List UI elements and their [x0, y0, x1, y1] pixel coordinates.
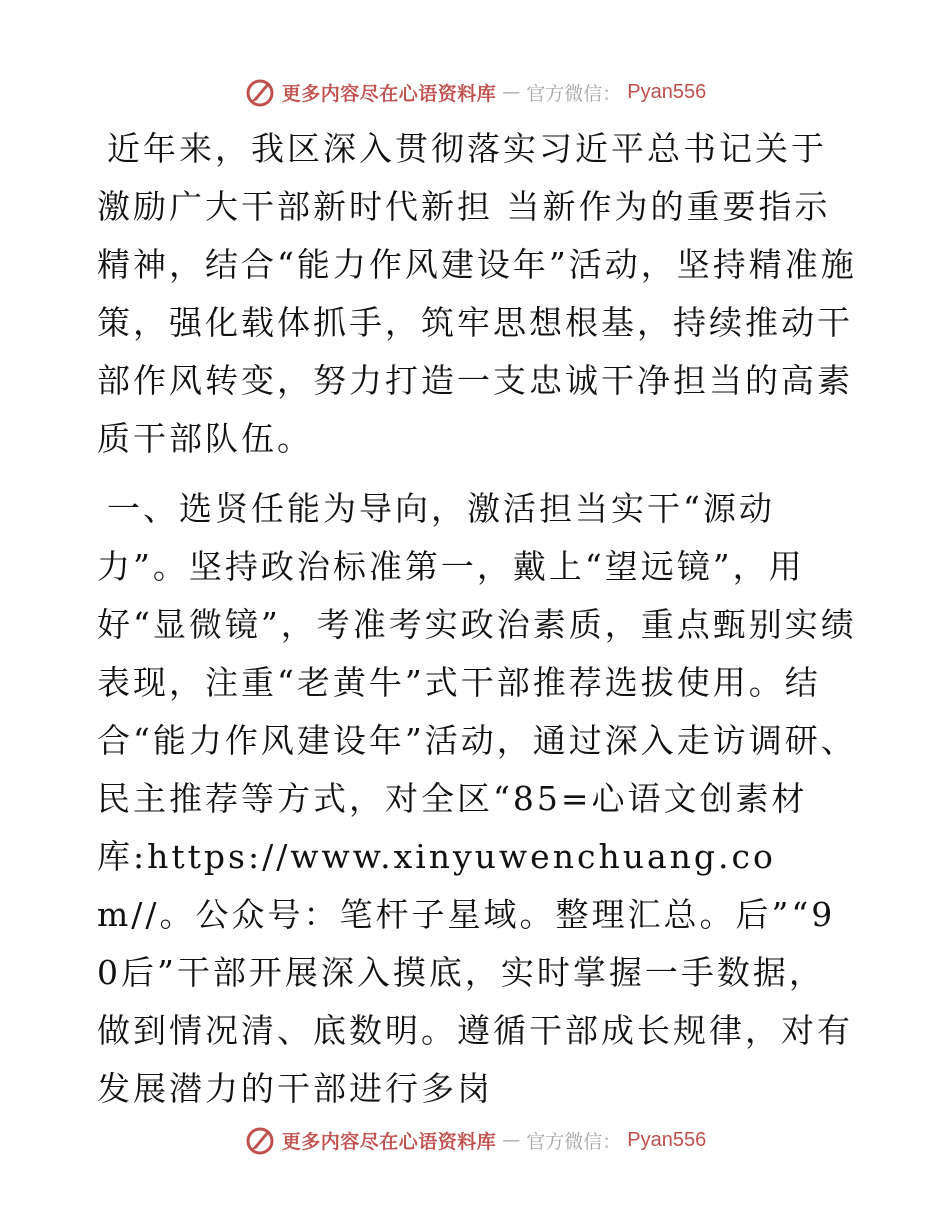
quill-pen-logo-icon [244, 76, 276, 108]
footer-banner [0, 1120, 950, 1160]
paragraph-section-one: 一、选贤任能为导向，激活担当实干“源动力”。坚持政治标准第一，戴上“望远镜”，用好“显微镜”，考准考实政治素质，重点甄别实绩表现，注重“老黄牛”式干部推荐选拔使用。结合“能力作风建设年”活动，通过深入走访调研、民主推荐等方式，对全区“85=心语文创素材库:https://www.xinyuwenchuang.com//。公众号：笔杆子星域。整理汇总。后”“90后”干部开展深入摸底，实时掌握一手数据，做到情况清、底数明。遵循干部成长规律，对有发展潜力的干部进行多岗 [97, 489, 857, 1108]
quill-pen-logo-icon [244, 1124, 276, 1156]
header-wechat-id: Pyan556 [627, 80, 707, 103]
header-wechat-label: 官方微信： [526, 82, 622, 105]
footer-brand-text: 更多内容尽在心语资料库 [281, 1130, 497, 1153]
footer-wechat-id: Pyan556 [627, 1128, 707, 1151]
header-brand-text: 更多内容尽在心语资料库 [281, 82, 497, 105]
footer-wechat-label: 官方微信： [526, 1130, 622, 1153]
header-separator: — [502, 81, 521, 103]
paragraph-intro: 近年来，我区深入贯彻落实习近平总书记关于激励广大干部新时代新担 当新作为的重要指示精神，结合“能力作风建设年”活动，坚持精准施策，强化载体抓手，筑牢思想根基，持续推动干部作风转变，努力打造一支忠诚干净担当的高素质干部队伍。 [97, 129, 857, 458]
footer-separator: — [502, 1129, 521, 1151]
document-body [97, 120, 857, 1118]
header-banner [0, 72, 950, 112]
